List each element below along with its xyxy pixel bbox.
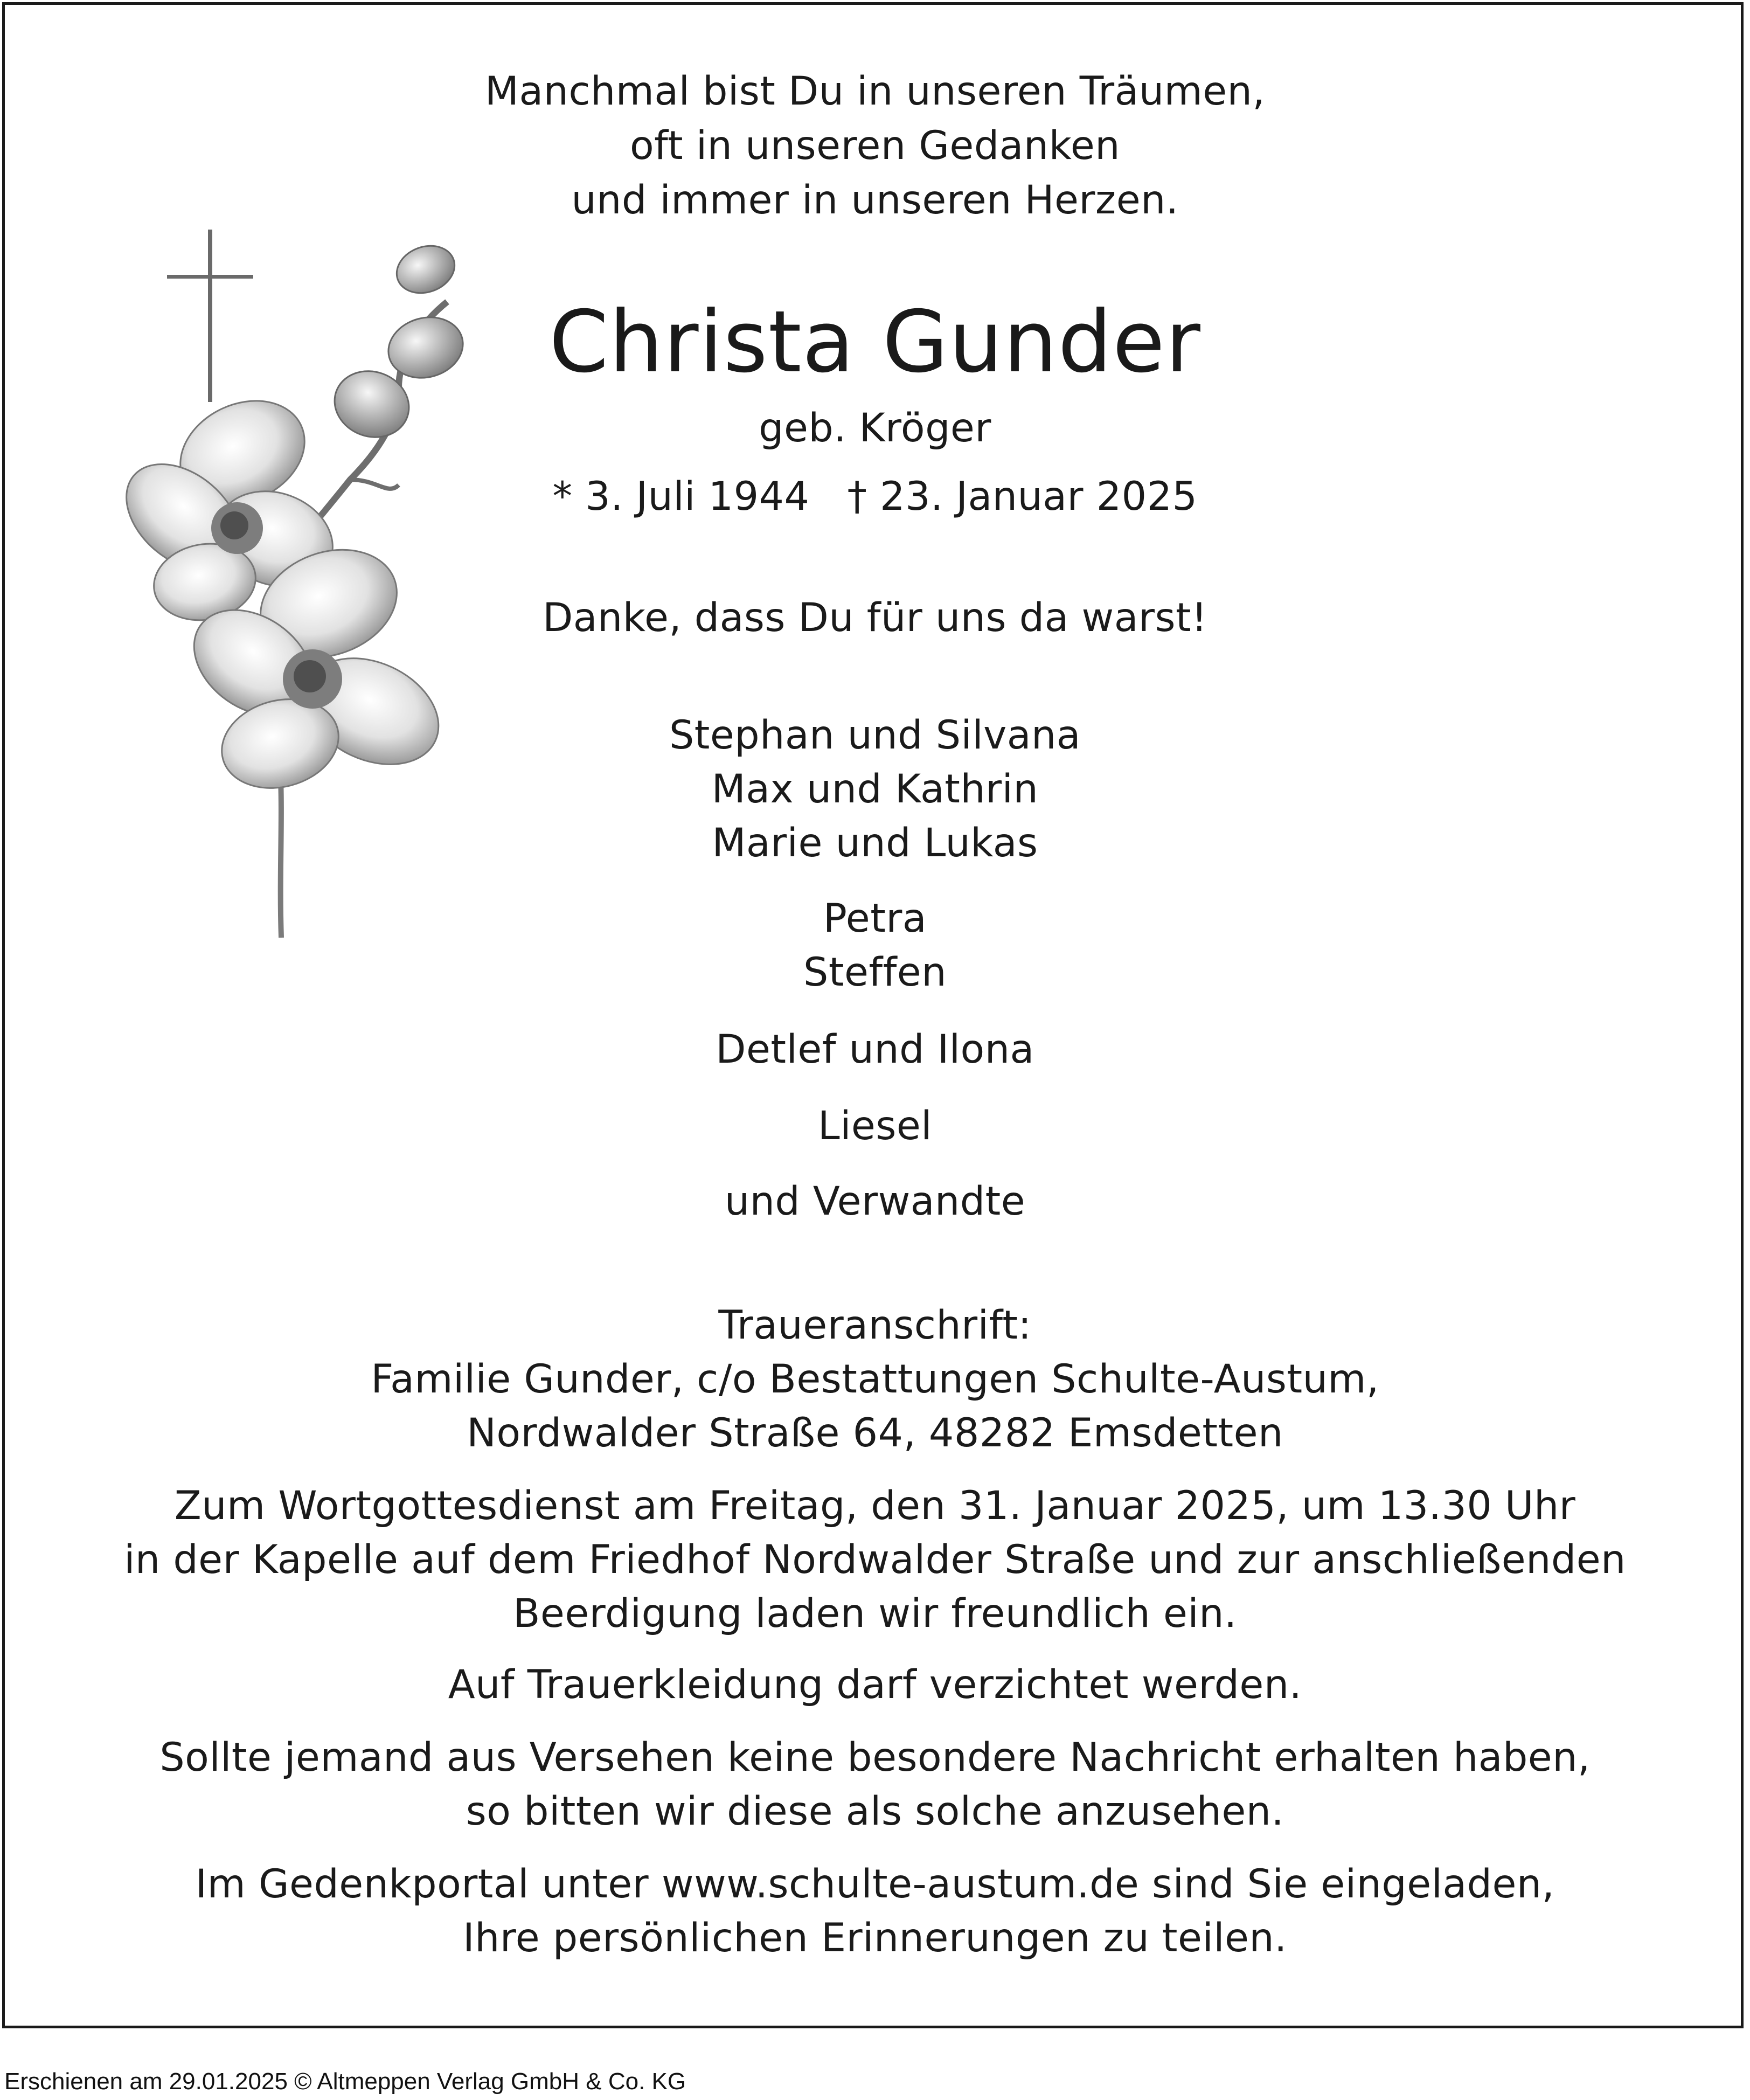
service-line-3: Beerdigung laden wir freundlich ein. [513, 1591, 1237, 1637]
portal-line-1: Im Gedenkportal unter www.schulte-austum.de sind Sie eingeladen, [195, 1861, 1555, 1907]
notice-line-2: so bitten wir diese als solche anzusehen. [466, 1789, 1284, 1834]
address-line-1: Familie Gunder, c/o Bestattungen Schulte-Austum, [371, 1356, 1379, 1402]
mourner-line: Max und Kathrin [711, 766, 1039, 812]
mourner-line: Marie und Lukas [712, 820, 1038, 866]
notice-line-1: Sollte jemand aus Versehen keine besondere Nachricht erhalten haben, [159, 1735, 1591, 1780]
birth-date: * 3. Juli 1944 [552, 474, 810, 519]
portal-line-2: Ihre persönlichen Erinnerungen zu teilen. [463, 1915, 1287, 1961]
deceased-name: Christa Gunder [549, 293, 1201, 392]
address-line-2: Nordwalder Straße 64, 48282 Emsdetten [467, 1410, 1283, 1456]
thanks-line: Danke, dass Du für uns da warst! [543, 595, 1207, 641]
dress-note: Auf Trauerkleidung darf verzichtet werden. [448, 1662, 1302, 1708]
birth-name: geb. Kröger [759, 405, 991, 451]
verse-line-3: und immer in unseren Herzen. [571, 177, 1179, 223]
death-date: † 23. Januar 2025 [847, 474, 1198, 519]
mourner-line: Stephan und Silvana [669, 712, 1081, 758]
mourner-line: Liesel [817, 1103, 933, 1149]
mourner-line: Steffen [803, 949, 947, 995]
mourner-line: und Verwandte [724, 1179, 1026, 1224]
orchid-bud-1 [390, 238, 461, 301]
publication-footer: Erschienen am 29.01.2025 © Altmeppen Verlag GmbH & Co. KG [4, 2068, 686, 2095]
service-line-1: Zum Wortgottesdienst am Freitag, den 31. Januar 2025, um 13.30 Uhr [174, 1483, 1576, 1529]
verse-line-2: oft in unseren Gedanken [629, 123, 1121, 169]
mourner-line: Petra [823, 896, 927, 941]
mourner-line: Detlef und Ilona [716, 1027, 1034, 1072]
life-dates [0, 470, 1750, 524]
address-heading: Traueranschrift: [718, 1302, 1032, 1348]
service-line-2: in der Kapelle auf dem Friedhof Nordwalder Straße und zur anschließenden [124, 1537, 1626, 1583]
verse-line-1: Manchmal bist Du in unseren Träumen, [484, 68, 1266, 114]
